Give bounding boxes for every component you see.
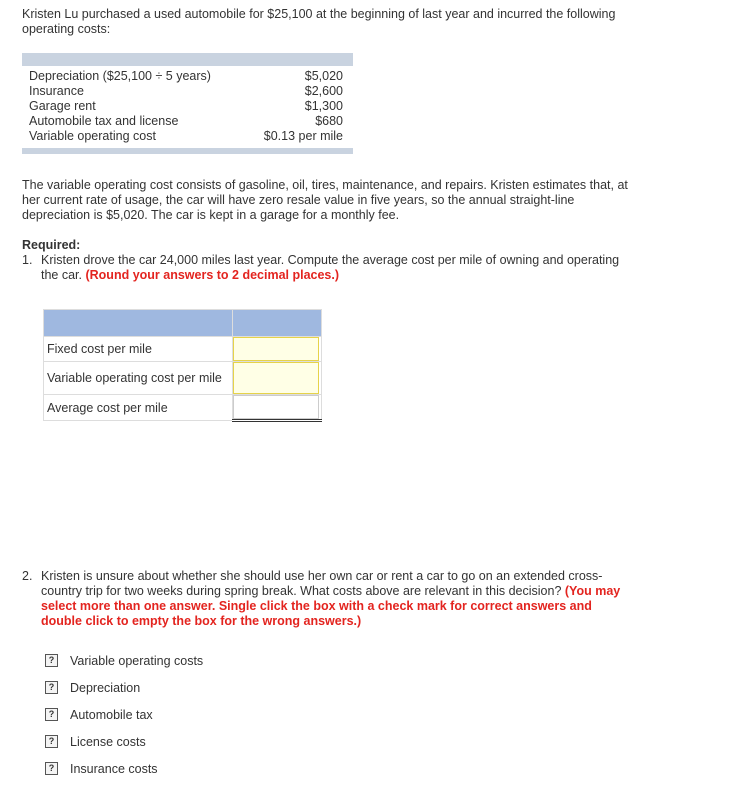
average-cost-per-mile-input[interactable] — [233, 395, 319, 419]
relevant-costs-options — [45, 647, 203, 782]
cost-amount: $2,600 — [304, 84, 343, 98]
answer-row-label: Variable operating cost per mile — [44, 362, 233, 395]
required-heading: Required: — [22, 238, 81, 252]
cost-label: Variable operating cost — [29, 129, 156, 143]
cost-amount: $5,020 — [304, 69, 343, 83]
question-1-text: Kristen drove the car 24,000 miles last year. Compute the average cost per mile of owning and operating the car. — [41, 253, 620, 282]
option-automobile-tax[interactable] — [45, 701, 203, 728]
option-label: License costs — [70, 734, 146, 749]
question-1 — [22, 253, 622, 283]
variable-cost-per-mile-input[interactable] — [233, 362, 319, 394]
answer-header-value-cell — [233, 310, 322, 337]
cost-label: Depreciation ($25,100 ÷ 5 years) — [29, 69, 211, 83]
fixed-cost-per-mile-input[interactable] — [233, 337, 319, 361]
option-label: Variable operating costs — [70, 653, 204, 668]
checkbox-icon[interactable]: ? — [45, 681, 58, 694]
cost-amount: $0.13 per mile — [263, 129, 343, 143]
answer-row-fixed — [44, 337, 322, 362]
cost-table-top-bar — [22, 53, 353, 66]
answer-cell — [233, 395, 322, 421]
answer-table — [43, 309, 322, 422]
cost-table — [22, 53, 353, 154]
cost-label: Garage rent — [29, 99, 96, 113]
answer-cell — [233, 362, 322, 395]
cost-row-garage-rent — [22, 99, 353, 114]
answer-row-average — [44, 395, 322, 421]
option-insurance-costs[interactable] — [45, 755, 203, 782]
answer-row-variable — [44, 362, 322, 395]
cost-label: Automobile tax and license — [29, 114, 179, 128]
question-2 — [22, 569, 632, 629]
option-variable-operating-costs[interactable] — [45, 647, 203, 674]
cost-row-insurance — [22, 84, 353, 99]
option-label: Depreciation — [70, 680, 141, 695]
checkbox-icon[interactable]: ? — [45, 708, 58, 721]
intro-text: Kristen Lu purchased a used automobile for $25,100 at the beginning of last year and incurred the following operating costs: — [22, 7, 616, 36]
answer-row-label: Average cost per mile — [44, 395, 233, 421]
checkbox-icon[interactable]: ? — [45, 735, 58, 748]
answer-row-label: Fixed cost per mile — [44, 337, 233, 362]
answer-cell — [233, 337, 322, 362]
cost-amount: $680 — [315, 114, 343, 128]
option-license-costs[interactable] — [45, 728, 203, 755]
cost-row-tax-license — [22, 114, 353, 129]
answer-table-header — [44, 310, 322, 337]
question-1-note: (Round your answers to 2 decimal places.) — [85, 268, 340, 282]
cost-amount: $1,300 — [304, 99, 343, 113]
question-2-number: 2. — [22, 569, 33, 583]
option-label: Insurance costs — [70, 761, 158, 776]
question-2-note: (You may select more than one answer. Single click the box with a check mark for correct answers and double click to empty the box for the wrong answers.) — [41, 584, 621, 628]
option-depreciation[interactable] — [45, 674, 203, 701]
cost-row-depreciation — [22, 69, 353, 84]
cost-table-bottom-bar — [22, 148, 353, 154]
checkbox-icon[interactable]: ? — [45, 762, 58, 775]
answer-header-label-cell — [44, 310, 233, 337]
question-2-text: Kristen is unsure about whether she should use her own car or rent a car to go on an extended cross-country trip for two weeks during spring break. What costs above are relevant in this decision? — [41, 569, 603, 598]
cost-label: Insurance — [29, 84, 84, 98]
question-1-number: 1. — [22, 253, 33, 267]
cost-row-variable-cost — [22, 129, 353, 144]
description-text: The variable operating cost consists of gasoline, oil, tires, maintenance, and repairs. Kristen estimates that, at her current rate of usage, the car will have zero resale value in five years, so the annual straight-line depreciation is $5,020. The car is kept in a garage for a monthly fee. — [22, 178, 628, 222]
option-label: Automobile tax — [70, 707, 153, 722]
checkbox-icon[interactable]: ? — [45, 654, 58, 667]
